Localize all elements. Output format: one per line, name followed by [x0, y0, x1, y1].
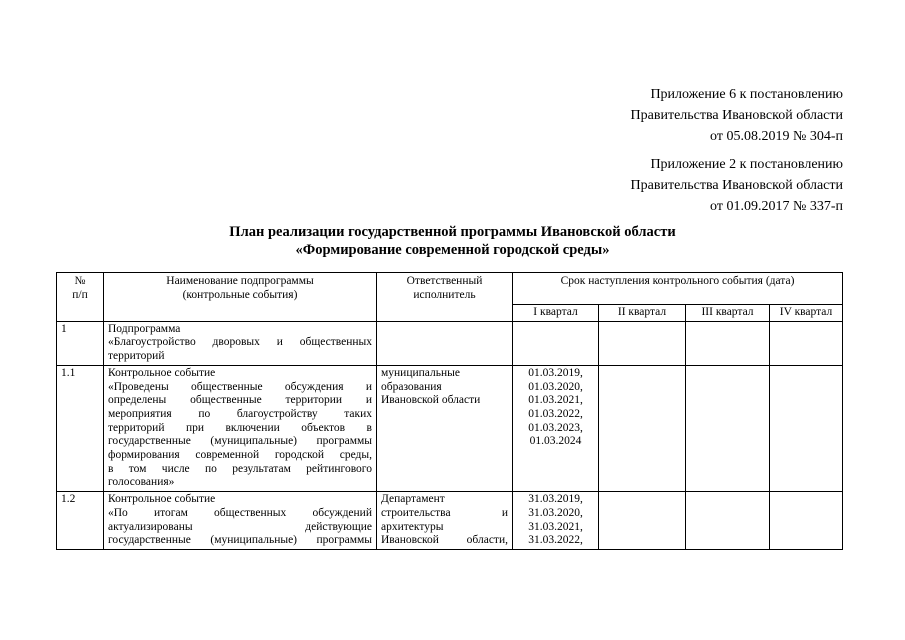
row-q3 [686, 492, 770, 550]
name-line: голосования» [108, 476, 175, 489]
document-title [0, 223, 905, 259]
row-q1 [513, 365, 599, 491]
row-executor [377, 492, 513, 550]
row-q3 [686, 365, 770, 491]
attachment-line: Приложение 2 к постановлению [650, 157, 843, 172]
name-line: Контрольное событие [108, 366, 216, 379]
name-line: «Благоустройство дворовых и общественных [108, 336, 372, 349]
attachment-line: Правительства Ивановской области [630, 178, 843, 193]
date-line: 01.03.2020, [528, 380, 583, 393]
title-line-2: «Формирование современной городской среды» [295, 242, 610, 258]
row-number: 1.2 [57, 492, 104, 550]
attachment-note-6 [631, 84, 843, 147]
header-quarter-2: II квартал [599, 305, 686, 322]
title-line-1: План реализации государственной программы Ивановской области [229, 224, 676, 240]
date-line: 01.03.2023, [528, 421, 583, 434]
header-row [57, 273, 843, 305]
executor-line: Ивановской области, [381, 534, 508, 547]
attachment-line: от 05.08.2019 № 304-п [710, 129, 843, 144]
row-name [104, 492, 377, 550]
row-q1 [513, 492, 599, 550]
row-number: 1 [57, 321, 104, 365]
row-q2 [599, 492, 686, 550]
name-line: Контрольное событие [108, 493, 216, 506]
table-row [57, 321, 843, 365]
name-line: «Проведены общественные обсуждения и [108, 380, 372, 393]
row-q3 [686, 321, 770, 365]
executor-line: образования [381, 380, 442, 393]
row-executor [377, 321, 513, 365]
table-row [57, 492, 843, 550]
header-name [104, 273, 377, 322]
attachment-line: Приложение 6 к постановлению [650, 87, 843, 102]
plan-table [56, 272, 843, 550]
row-number: 1.1 [57, 365, 104, 491]
attachment-note-2 [631, 154, 843, 217]
header-quarter-4: IV квартал [770, 305, 843, 322]
row-executor [377, 365, 513, 491]
name-line: государственные (муниципальные) программы [108, 534, 372, 547]
header-text: № [74, 275, 86, 287]
header-text: п/п [72, 288, 88, 301]
header-number [57, 273, 104, 322]
name-line: в том числе по результатам рейтингового [108, 462, 372, 475]
row-q4 [770, 321, 843, 365]
date-line: 31.03.2021, [528, 520, 583, 533]
header-text: Наименование подпрограммы [166, 275, 314, 287]
executor-line: Департамент [381, 493, 445, 506]
executor-line: Ивановской области [381, 394, 481, 407]
row-q2 [599, 365, 686, 491]
header-text: (контрольные события) [182, 288, 298, 301]
name-line: формирования современной городской среды, [108, 449, 372, 462]
executor-line: архитектуры [381, 520, 444, 533]
row-name [104, 365, 377, 491]
date-line: 01.03.2021, [528, 394, 583, 407]
name-line: территорий при включении объектов в [108, 421, 372, 434]
name-line: Подпрограмма [108, 322, 181, 335]
date-line: 01.03.2019, [528, 366, 583, 379]
name-line: территорий [108, 350, 165, 363]
date-line: 31.03.2020, [528, 506, 583, 519]
attachment-line: Правительства Ивановской области [630, 108, 843, 123]
name-line: актуализированы действующие [108, 520, 372, 533]
name-line: «По итогам общественных обсуждений [108, 506, 372, 519]
date-line: 01.03.2024 [529, 435, 582, 448]
name-line: определены общественные территории и [108, 394, 372, 407]
header-text: исполнитель [413, 288, 476, 301]
header-quarter-3: III квартал [686, 305, 770, 322]
row-q1 [513, 321, 599, 365]
header-text: Ответственный [406, 275, 483, 287]
date-line: 01.03.2022, [528, 407, 583, 420]
row-q2 [599, 321, 686, 365]
row-q4 [770, 492, 843, 550]
date-line: 31.03.2019, [528, 493, 583, 506]
header-deadline: Срок наступления контрольного события (дата) [513, 273, 843, 305]
name-line: государственные (муниципальные) программы [108, 435, 372, 448]
executor-line: строительства и [381, 506, 508, 519]
header-executor [377, 273, 513, 322]
row-name [104, 321, 377, 365]
row-q4 [770, 365, 843, 491]
header-quarter-1: I квартал [513, 305, 599, 322]
date-line: 31.03.2022, [528, 534, 583, 547]
table-row [57, 365, 843, 491]
executor-line: муниципальные [381, 366, 460, 379]
attachment-line: от 01.09.2017 № 337-п [710, 199, 843, 214]
name-line: мероприятия по благоустройству таких [108, 407, 372, 420]
